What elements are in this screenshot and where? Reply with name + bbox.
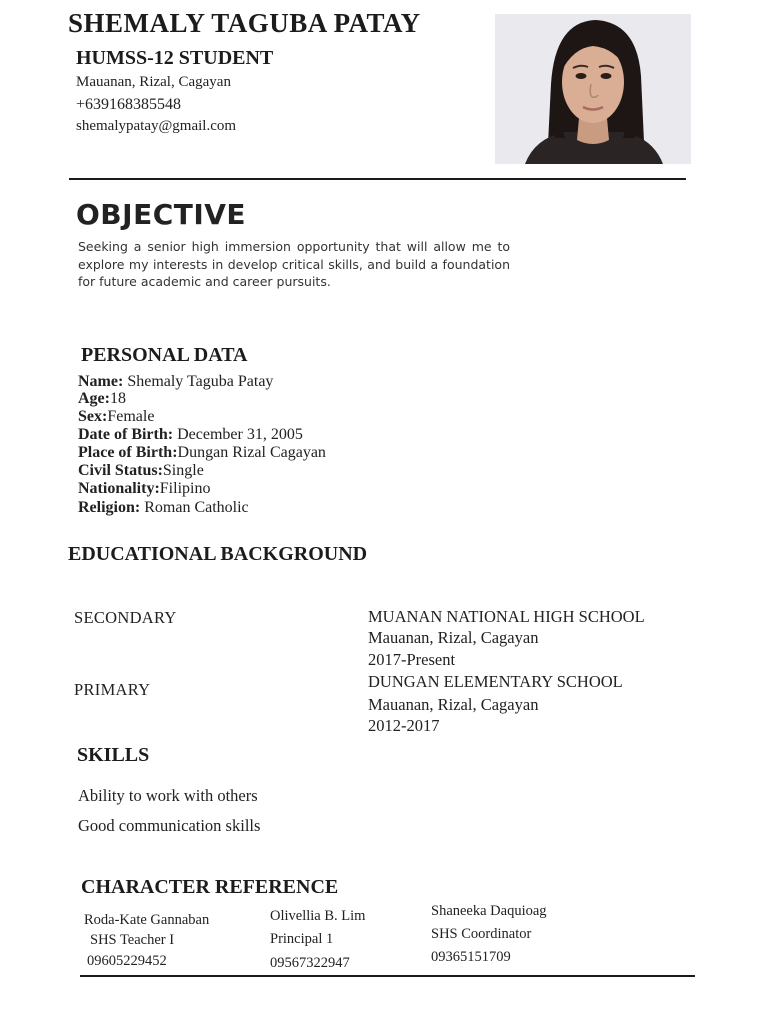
personal-label: Civil Status:: [78, 462, 163, 479]
reference-phone: 09365151709: [431, 949, 511, 965]
personal-value: 18: [109, 390, 126, 407]
personal-row-sex: [78, 408, 154, 426]
personal-label: Nationality:: [78, 480, 160, 497]
reference-name: Shaneeka Daquioag: [431, 903, 547, 919]
personal-label: Place of Birth:: [78, 444, 178, 461]
personal-label: Name:: [78, 373, 124, 390]
reference-heading: CHARACTER REFERENCE: [81, 876, 339, 898]
personal-value: Shemaly Taguba Patay: [127, 373, 274, 390]
personal-row-name: [78, 373, 273, 391]
applicant-name: SHEMALY TAGUBA PATAY: [68, 8, 421, 38]
skill-item: Good communication skills: [78, 816, 261, 835]
education-school-primary: DUNGAN ELEMENTARY SCHOOL: [368, 672, 623, 691]
profile-photo: [495, 14, 691, 164]
personal-value: Filipino: [159, 480, 211, 497]
education-heading: EDUCATIONAL BACKGROUND: [68, 543, 368, 565]
personal-value: Dungan Rizal Cagayan: [177, 444, 326, 461]
footer-divider: [80, 975, 695, 977]
header-divider: [69, 178, 686, 180]
contact-address: Mauanan, Rizal, Cagayan: [76, 74, 231, 90]
reference-position: Principal 1: [270, 931, 334, 947]
education-school-secondary: MUANAN NATIONAL HIGH SCHOOL: [368, 607, 645, 626]
personal-row-religion: [78, 499, 249, 517]
personal-row-civil-status: [78, 462, 204, 480]
personal-data-heading: PERSONAL DATA: [81, 344, 248, 366]
personal-value: December 31, 2005: [177, 426, 303, 443]
education-years-secondary: 2017-Present: [368, 650, 456, 669]
personal-value: Roman Catholic: [144, 499, 249, 516]
personal-row-birthplace: [78, 444, 326, 462]
objective-text: Seeking a senior high immersion opportunity that will allow me to explore my interests in develop critical skills, and build a foundation for future academic and career pursuits.: [78, 239, 510, 289]
personal-row-nationality: [78, 480, 210, 498]
education-address-secondary: Mauanan, Rizal, Cagayan: [368, 628, 539, 647]
reference-name: Olivellia B. Lim: [270, 908, 366, 924]
personal-label: Sex:: [78, 408, 108, 425]
reference-position: SHS Coordinator: [431, 926, 532, 942]
contact-phone: +639168385548: [76, 96, 182, 113]
education-level-primary: PRIMARY: [74, 680, 151, 699]
reference-position: SHS Teacher I: [90, 932, 175, 948]
education-level-secondary: SECONDARY: [74, 608, 177, 627]
personal-value: Female: [107, 408, 155, 425]
objective-heading: OBJECTIVE: [76, 198, 247, 231]
personal-row-age: [78, 390, 126, 408]
skill-item: Ability to work with others: [78, 786, 258, 805]
reference-phone: 09567322947: [270, 955, 350, 971]
personal-label: Age:: [78, 390, 110, 407]
personal-row-birthdate: [78, 426, 303, 444]
reference-name: Roda-Kate Gannaban: [84, 912, 210, 928]
portrait-image: [495, 14, 691, 164]
personal-value: Single: [162, 462, 204, 479]
applicant-role: HUMSS-12 STUDENT: [76, 47, 274, 69]
skills-heading: SKILLS: [77, 744, 150, 766]
contact-email: shemalypatay@gmail.com: [76, 118, 237, 134]
education-years-primary: 2012-2017: [368, 716, 440, 735]
personal-label: Date of Birth:: [78, 426, 174, 443]
education-address-primary: Mauanan, Rizal, Cagayan: [368, 695, 539, 714]
reference-phone: 09605229452: [87, 953, 167, 969]
personal-label: Religion:: [78, 499, 141, 516]
